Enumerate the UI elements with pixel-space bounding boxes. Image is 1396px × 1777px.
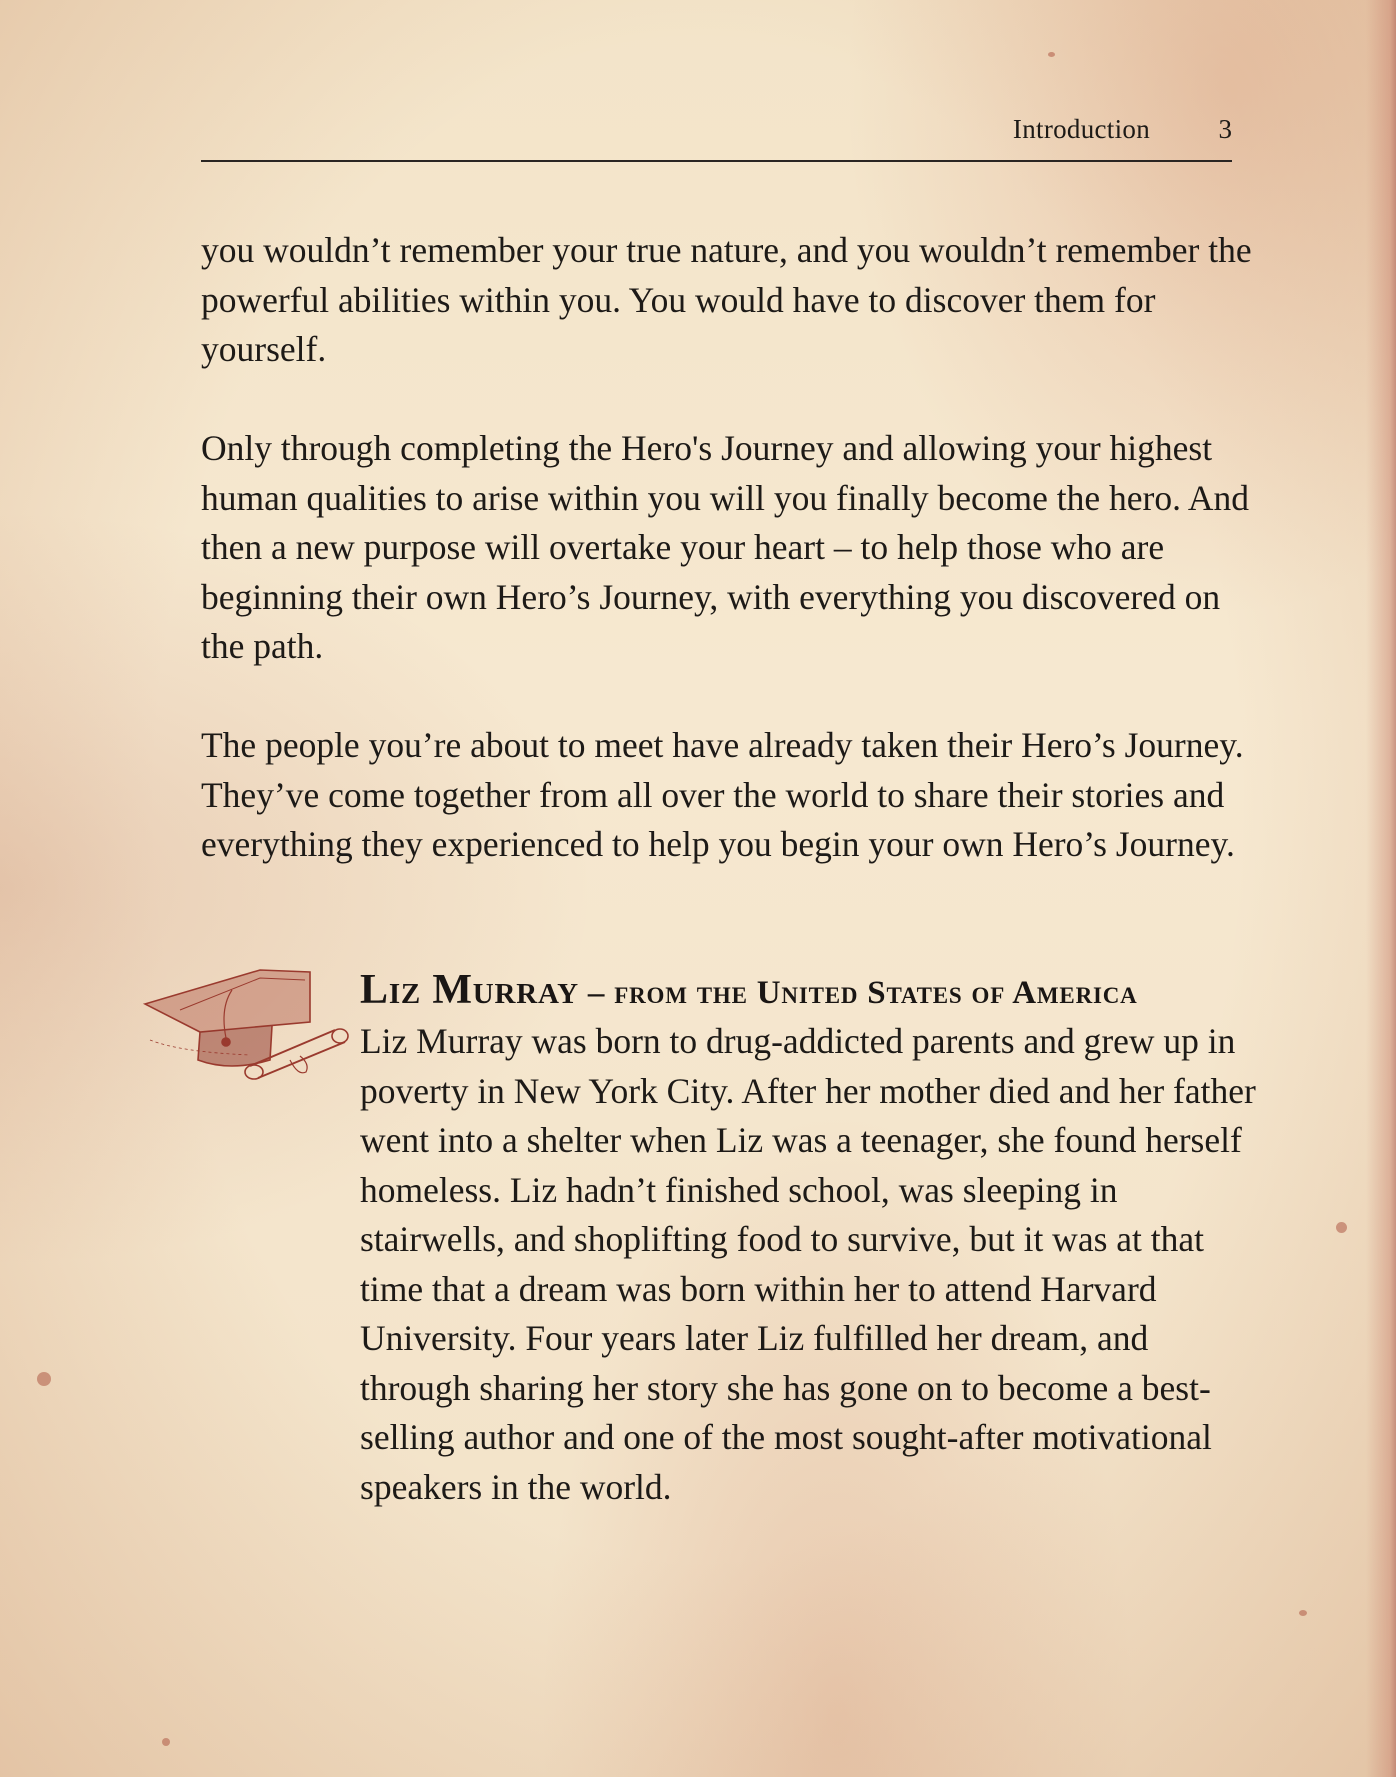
stain-spot xyxy=(162,1738,170,1746)
profile-body: Liz Murray was born to drug-addicted parents and grew up in poverty in New York City. After her mother died and her father went into a shelter when Liz was a teenager, she found herself homeless. Liz hadn’t finished school, was sleeping in stairwells, and shoplifting food to survive, but it was at that time that a dream was born within her to attend Harvard University. Four years later Liz fulfilled her dream, and through sharing her story she has gone on to become a best-selling author and one of the most sought-after motivational speakers in the world. xyxy=(360,1021,1256,1507)
stain-spot xyxy=(1048,52,1055,57)
running-header xyxy=(201,112,1232,162)
profile-heading-origin: – from the United States of America xyxy=(578,975,1138,1011)
graduation-cap-and-diploma-icon xyxy=(140,960,355,1090)
body-paragraph-3: The people you’re about to meet have already taken their Hero’s Journey. They’ve come together from all over the world to share their stories and everything they experienced to help you begin your own Hero’s Journey. xyxy=(201,725,1244,864)
running-header-title: Introduction xyxy=(1012,114,1150,144)
body-paragraph-1: you wouldn’t remember your true nature, and you wouldn’t remember the powerful abilities within you. You would have to discover them for yourself. xyxy=(201,230,1252,369)
profile-heading xyxy=(360,966,1260,1017)
stain-spot xyxy=(37,1372,51,1386)
page-number: 3 xyxy=(1218,114,1232,144)
body-paragraph-2: Only through completing the Hero's Journey and allowing your highest human qualities to arise within you will you finally become the hero. And then a new purpose will overtake your heart – to help those who are beginning their own Hero’s Journey, with everything you discovered on the path. xyxy=(201,428,1250,666)
profile-heading-name: Liz Murray xyxy=(360,967,579,1013)
stain-spot xyxy=(1299,1610,1307,1616)
stain-spot xyxy=(1336,1222,1347,1233)
profile-section xyxy=(360,966,1260,1512)
page-edge-shading xyxy=(1366,0,1396,1777)
